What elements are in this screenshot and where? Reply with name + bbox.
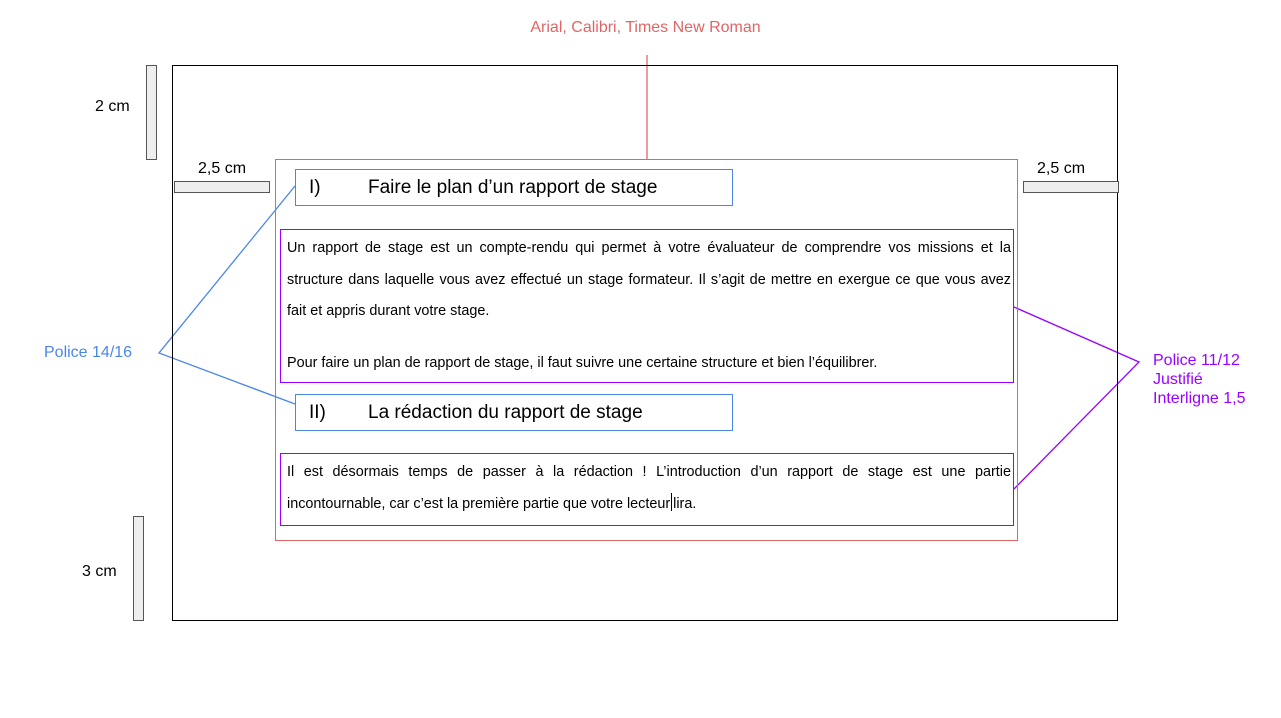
heading-style-annotation: Police 14/16	[44, 344, 133, 361]
heading-1-title: Faire le plan d’un rapport de stage	[368, 176, 658, 198]
heading-1-number: I)	[309, 176, 321, 198]
paragraph-3-text: Il est désormais temps de passer à la rédaction ! L’introduction d’un rapport de stage est une partie incontournable, car c’est la première partie que votre lecteur	[287, 464, 1011, 512]
body-text-block-1[interactable]	[280, 229, 1014, 383]
paragraph-3	[287, 457, 1011, 520]
body-line-spacing-label: Interligne 1,5	[1153, 390, 1246, 407]
heading-1[interactable]	[295, 169, 733, 206]
heading-2-title: La rédaction du rapport de stage	[368, 401, 643, 423]
margin-right-label: 2,5 cm	[1037, 160, 1086, 177]
body-text-block-2[interactable]	[280, 453, 1014, 526]
heading-2[interactable]	[295, 394, 733, 431]
body-style-annotation	[1153, 351, 1278, 408]
body-font-size-label: Police 11/12	[1153, 352, 1240, 369]
margin-bottom-bar	[133, 516, 144, 621]
margin-left-bar	[174, 181, 270, 193]
heading-2-number: II)	[309, 401, 326, 423]
paragraph-3-end: lira.	[673, 495, 697, 512]
margin-left-label: 2,5 cm	[198, 160, 247, 177]
text-cursor	[671, 493, 672, 511]
margin-top-bar	[146, 65, 157, 160]
margin-bottom-label: 3 cm	[82, 563, 117, 580]
fonts-annotation: Arial, Calibri, Times New Roman	[530, 19, 761, 36]
margin-top-label: 2 cm	[95, 98, 130, 115]
paragraph-1: Un rapport de stage est un compte-rendu qui permet à votre évaluateur de comprendre vos missions et la structure dans laquelle vous avez effectué un stage formateur. Il s’agit de mettre en exergue ce que vous avez fait et appris durant votre stage.	[287, 240, 1011, 320]
paragraph-2: Pour faire un plan de rapport de stage, il faut suivre une certaine structure et bien l’équilibrer.	[287, 355, 878, 372]
margin-right-bar	[1023, 181, 1119, 193]
body-alignment-label: Justifié	[1153, 371, 1203, 388]
